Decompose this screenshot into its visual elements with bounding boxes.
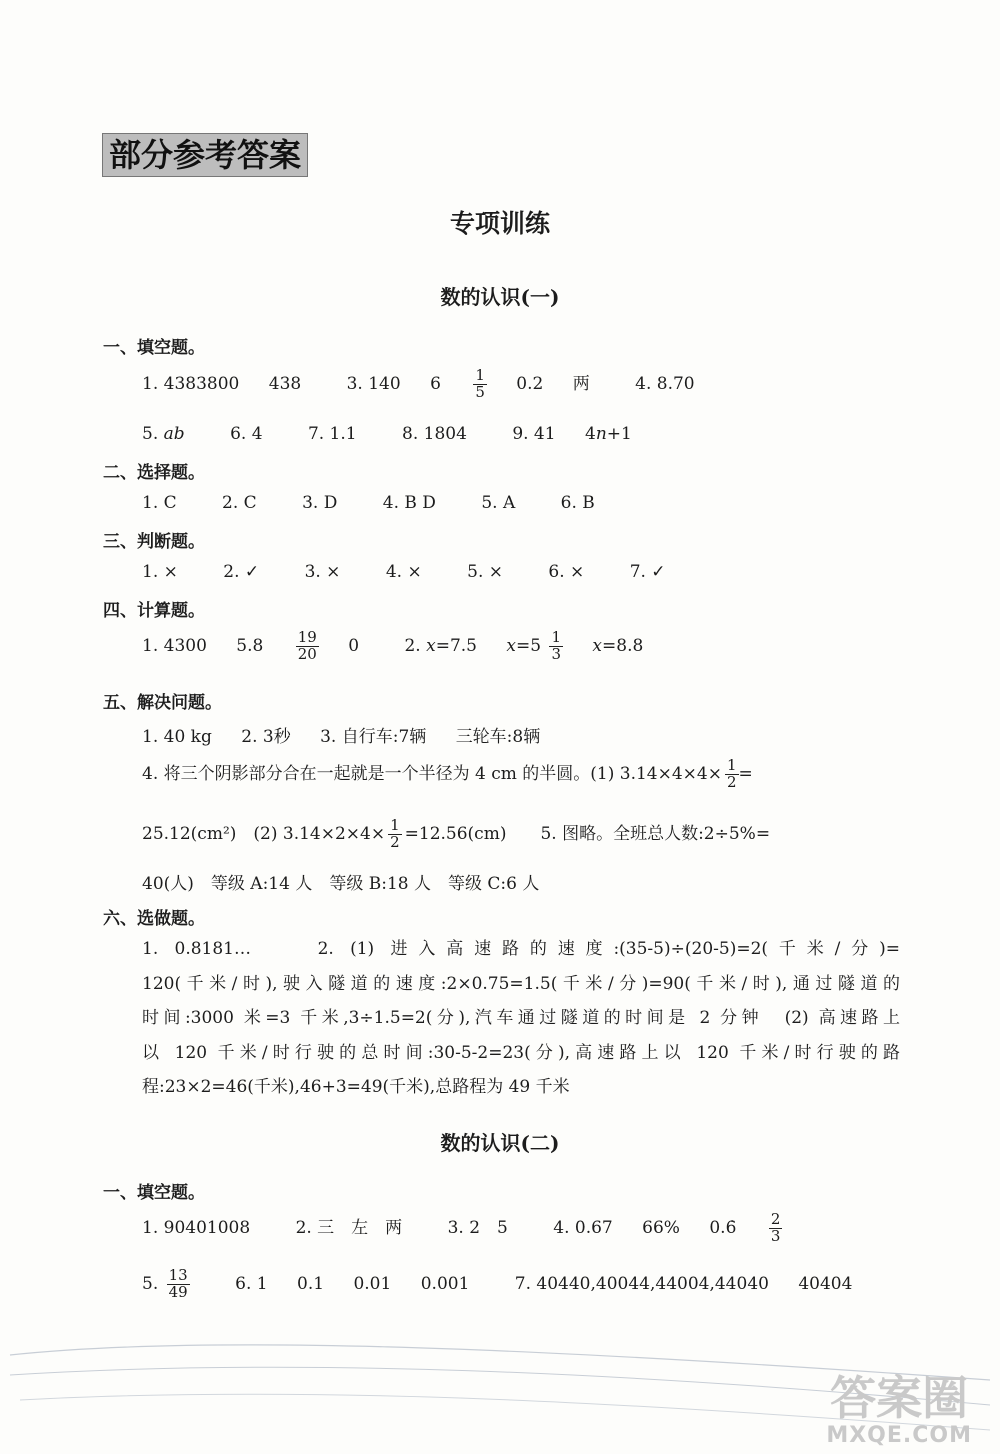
- s1-q5-line2: 4. 将三个阴影部分合在一起就是一个半径为 4 cm 的半圆。(1) 3.14×4×4× $\frac{1}{2}$ =: [142, 756, 753, 791]
- s1-q6-answer: 1. 0.8181… 2. (1) 进入高速路的速度:(35-5)÷(20-5)=2(千米/分)= 120(千米/时),驶入隧道的速度:2×0.75=1.5(千米/分)=90(千米/时),通过隧道的 时间:3000 米=3 千米,3÷1.5=2(分),汽车通过隧道的时间是 2 分钟 (2) 高速路上 以 120 千米/时行驶的总时间:30-5-2=23(分),高速路上以 120 千米/时行驶的路 程:23×2=46(千米),46+3=49(千米),总路程为 49 千米: [142, 939, 900, 1097]
- s1-q4-label: 四、计算题。: [103, 601, 205, 621]
- s1-q5-line3: 25.12(cm²) (2) 3.14×2×4× $\frac{1}{2}$ =12.56(cm) 5. 图略。全班总人数:2÷5%=: [142, 816, 771, 851]
- fraction: $\frac{19}{20}$: [297, 628, 317, 663]
- section2-title: 数的认识(二): [440, 1131, 560, 1155]
- s1-q5-line4: 40(人) 等级 A:14 人 等级 B:18 人 等级 C:6 人: [142, 874, 540, 894]
- s1-q1-line1: 1. 4383800 438 3. 140 6 $\frac{1}{5}$ 0.2 两 4. 8.70: [142, 366, 695, 401]
- s2-q1-line2: 5. $\frac{13}{49}$ 6. 1 0.1 0.01 0.001 7. 40440,40044,44004,44040 40404: [142, 1266, 853, 1301]
- s1-q2-label: 二、选择题。: [103, 463, 205, 483]
- s1-q3-label: 三、判断题。: [103, 532, 205, 552]
- fraction: $\frac{1}{2}$: [727, 756, 737, 791]
- s1-q1-label: 一、填空题。: [103, 338, 205, 358]
- section1-title: 数的认识(一): [440, 285, 560, 309]
- s1-q5-line1: 1. 40 kg 2. 3秒 3. 自行车:7辆 三轮车:8辆: [142, 727, 541, 747]
- fraction: $\frac{2}{3}$: [770, 1210, 781, 1245]
- s1-q4-answers: 1. 4300 5.8 $\frac{19}{20}$ 0 2. x=7.5 x=5 $\frac{1}{3}$ x=8.8: [142, 628, 644, 663]
- answer-banner: 部分参考答案: [102, 133, 308, 177]
- fraction: $\frac{1}{3}$: [551, 628, 562, 663]
- s2-q1-line1: 1. 90401008 2. 三 左 两 3. 2 5 4. 0.67 66% 0.6̇ $\frac{2}{3}$: [142, 1210, 781, 1245]
- s1-q6-label: 六、选做题。: [103, 909, 205, 929]
- fraction: $\frac{1}{5}$: [475, 366, 485, 401]
- s1-q1-line2: 5. ab 6. 4 7. 1.1 8. 1804 9. 41 4n+1: [142, 424, 632, 444]
- s1-q5-label: 五、解决问题。: [103, 693, 222, 713]
- s1-q2-answers: 1. C 2. C 3. D 4. B D 5. A 6. B: [142, 493, 595, 513]
- s2-q1-label: 一、填空题。: [103, 1183, 205, 1203]
- fraction: $\frac{13}{49}$: [168, 1266, 188, 1301]
- watermark-logo: 答案圈 MXQE.COM: [826, 1371, 972, 1448]
- s1-q3-answers: 1. × 2. ✓ 3. × 4. × 5. × 6. × 7. ✓: [142, 562, 666, 582]
- main-title: 专项训练: [449, 209, 550, 238]
- fraction: $\frac{1}{2}$: [390, 816, 400, 851]
